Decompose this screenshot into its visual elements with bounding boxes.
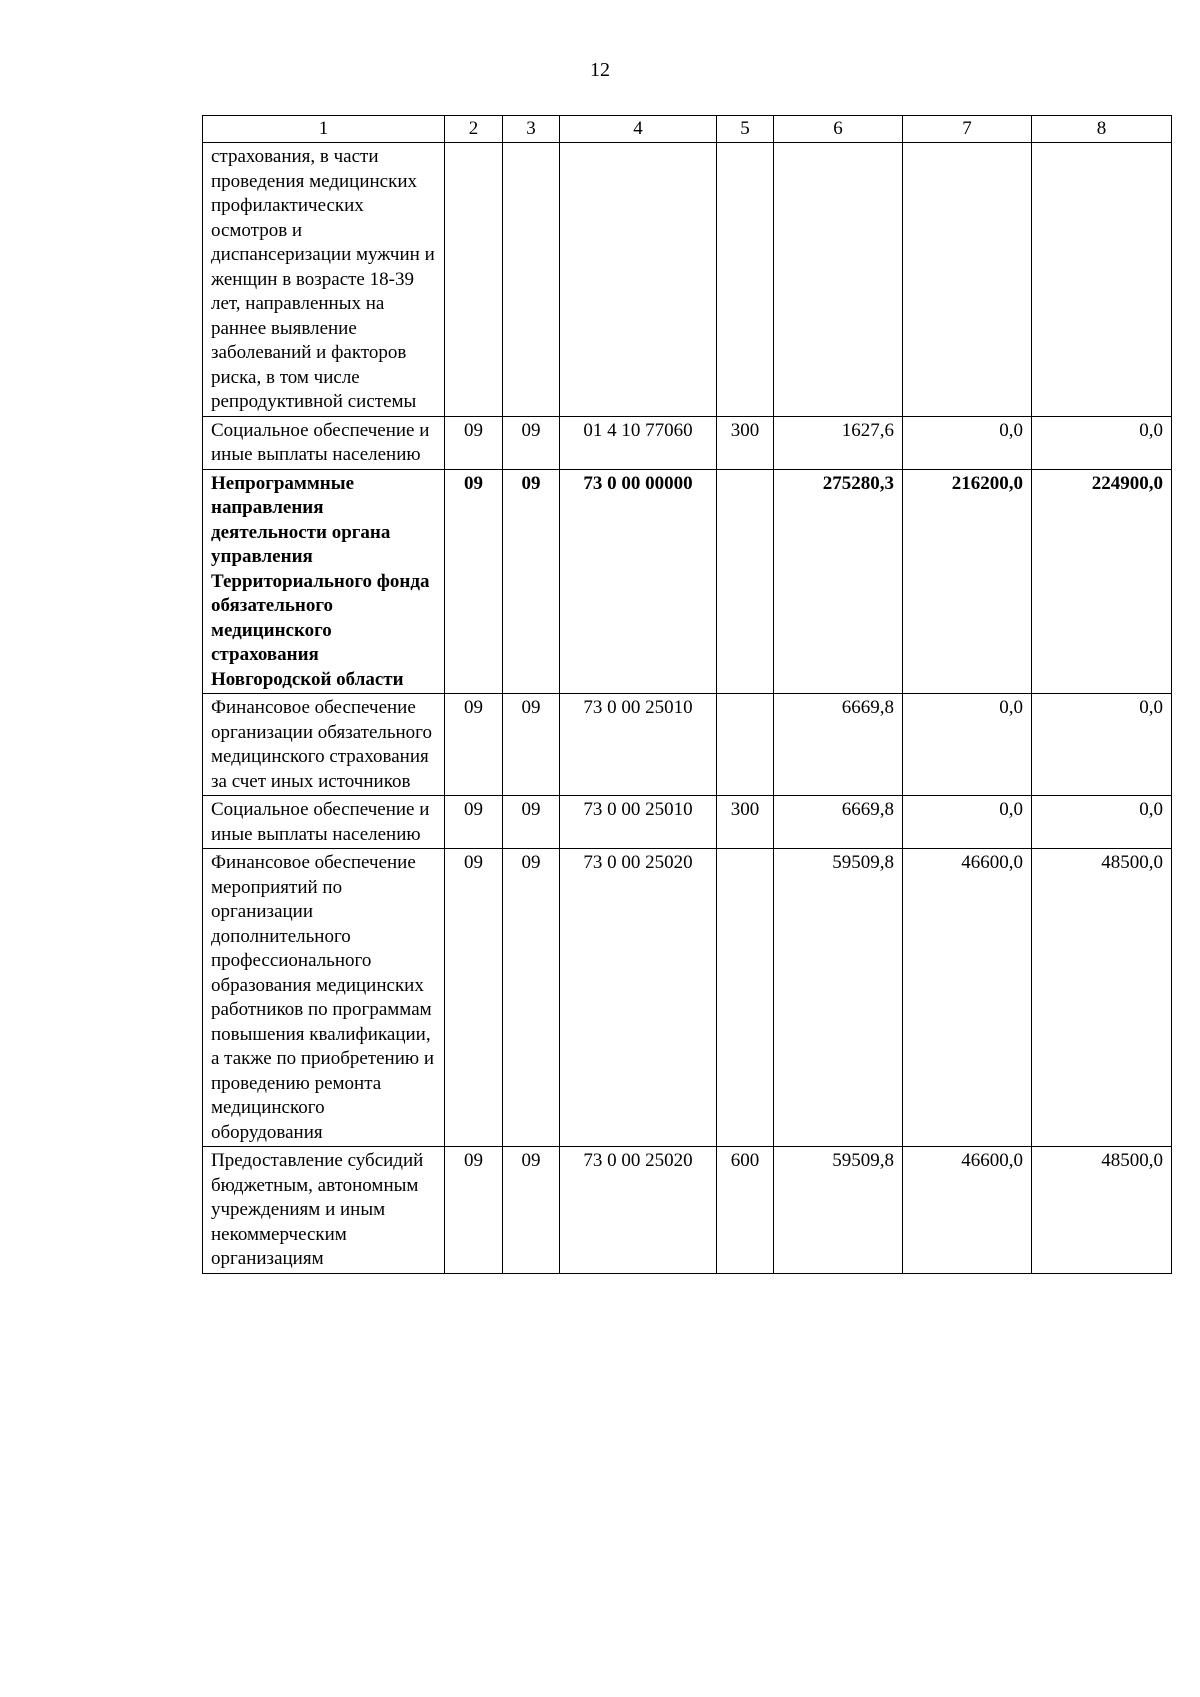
row-amount-col6: 59509,8 xyxy=(774,1147,903,1274)
row-description: Социальное обеспечение и иные выплаты населению xyxy=(203,416,445,469)
row-amount-col6: 6669,8 xyxy=(774,694,903,796)
row-amount-col7: 0,0 xyxy=(903,416,1032,469)
row-amount-col7: 0,0 xyxy=(903,796,1032,849)
row-target-article: 73 0 00 25020 xyxy=(560,1147,717,1274)
row-amount-col7: 46600,0 xyxy=(903,849,1032,1147)
budget-table xyxy=(202,115,1172,1274)
row-subsection: 09 xyxy=(503,1147,560,1274)
row-subsection: 09 xyxy=(503,469,560,694)
row-description: Непрограммные направления деятельности органа управления Территориального фонда обязательного медицинского страхования Новгородской области xyxy=(203,469,445,694)
row-section: 09 xyxy=(445,416,503,469)
row-description: страхования, в части проведения медицинских профилактических осмотров и диспансеризации мужчин и женщин в возрасте 18-39 лет, направленных на раннее выявление заболеваний и факторов риска, в том числе репродуктивной системы xyxy=(203,143,445,417)
row-description: Предоставление субсидий бюджетным, автономным учреждениям и иным некоммерческим организациям xyxy=(203,1147,445,1274)
row-amount-col8: 224900,0 xyxy=(1032,469,1172,694)
table-row xyxy=(203,849,1172,1147)
row-target-article xyxy=(560,143,717,417)
row-target-article: 01 4 10 77060 xyxy=(560,416,717,469)
header-col-5: 5 xyxy=(717,116,774,143)
row-amount-col8: 48500,0 xyxy=(1032,1147,1172,1274)
table-header-row xyxy=(203,116,1172,143)
row-expense-type xyxy=(717,469,774,694)
row-amount-col7: 216200,0 xyxy=(903,469,1032,694)
row-amount-col6: 59509,8 xyxy=(774,849,903,1147)
row-amount-col6: 275280,3 xyxy=(774,469,903,694)
header-col-2: 2 xyxy=(445,116,503,143)
row-target-article: 73 0 00 25010 xyxy=(560,694,717,796)
row-section: 09 xyxy=(445,469,503,694)
row-subsection: 09 xyxy=(503,849,560,1147)
header-col-7: 7 xyxy=(903,116,1032,143)
row-section: 09 xyxy=(445,1147,503,1274)
row-amount-col6: 1627,6 xyxy=(774,416,903,469)
row-description: Финансовое обеспечение организации обязательного медицинского страхования за счет иных источников xyxy=(203,694,445,796)
table-row xyxy=(203,416,1172,469)
header-col-1: 1 xyxy=(203,116,445,143)
row-subsection: 09 xyxy=(503,694,560,796)
row-description: Финансовое обеспечение мероприятий по организации дополнительного профессионального образования медицинских работников по программам повышения квалификации, а также по приобретению и проведению ремонта медицинского оборудования xyxy=(203,849,445,1147)
table-row xyxy=(203,796,1172,849)
row-expense-type: 600 xyxy=(717,1147,774,1274)
row-section: 09 xyxy=(445,694,503,796)
row-amount-col6: 6669,8 xyxy=(774,796,903,849)
row-amount-col8: 0,0 xyxy=(1032,694,1172,796)
header-col-3: 3 xyxy=(503,116,560,143)
row-section: 09 xyxy=(445,796,503,849)
row-amount-col7: 46600,0 xyxy=(903,1147,1032,1274)
row-amount-col8: 0,0 xyxy=(1032,416,1172,469)
header-col-4: 4 xyxy=(560,116,717,143)
row-amount-col8 xyxy=(1032,143,1172,417)
row-target-article: 73 0 00 00000 xyxy=(560,469,717,694)
row-subsection: 09 xyxy=(503,416,560,469)
row-section xyxy=(445,143,503,417)
row-target-article: 73 0 00 25010 xyxy=(560,796,717,849)
row-subsection xyxy=(503,143,560,417)
table-row xyxy=(203,694,1172,796)
row-expense-type: 300 xyxy=(717,796,774,849)
row-section: 09 xyxy=(445,849,503,1147)
row-expense-type: 300 xyxy=(717,416,774,469)
row-amount-col8: 48500,0 xyxy=(1032,849,1172,1147)
row-subsection: 09 xyxy=(503,796,560,849)
row-target-article: 73 0 00 25020 xyxy=(560,849,717,1147)
row-expense-type xyxy=(717,143,774,417)
table-row xyxy=(203,143,1172,417)
row-amount-col7: 0,0 xyxy=(903,694,1032,796)
row-amount-col6 xyxy=(774,143,903,417)
table-row xyxy=(203,1147,1172,1274)
header-col-8: 8 xyxy=(1032,116,1172,143)
row-amount-col8: 0,0 xyxy=(1032,796,1172,849)
page-number: 12 xyxy=(590,59,610,81)
header-col-6: 6 xyxy=(774,116,903,143)
table-row-bold xyxy=(203,469,1172,694)
row-amount-col7 xyxy=(903,143,1032,417)
row-description: Социальное обеспечение и иные выплаты населению xyxy=(203,796,445,849)
row-expense-type xyxy=(717,849,774,1147)
row-expense-type xyxy=(717,694,774,796)
